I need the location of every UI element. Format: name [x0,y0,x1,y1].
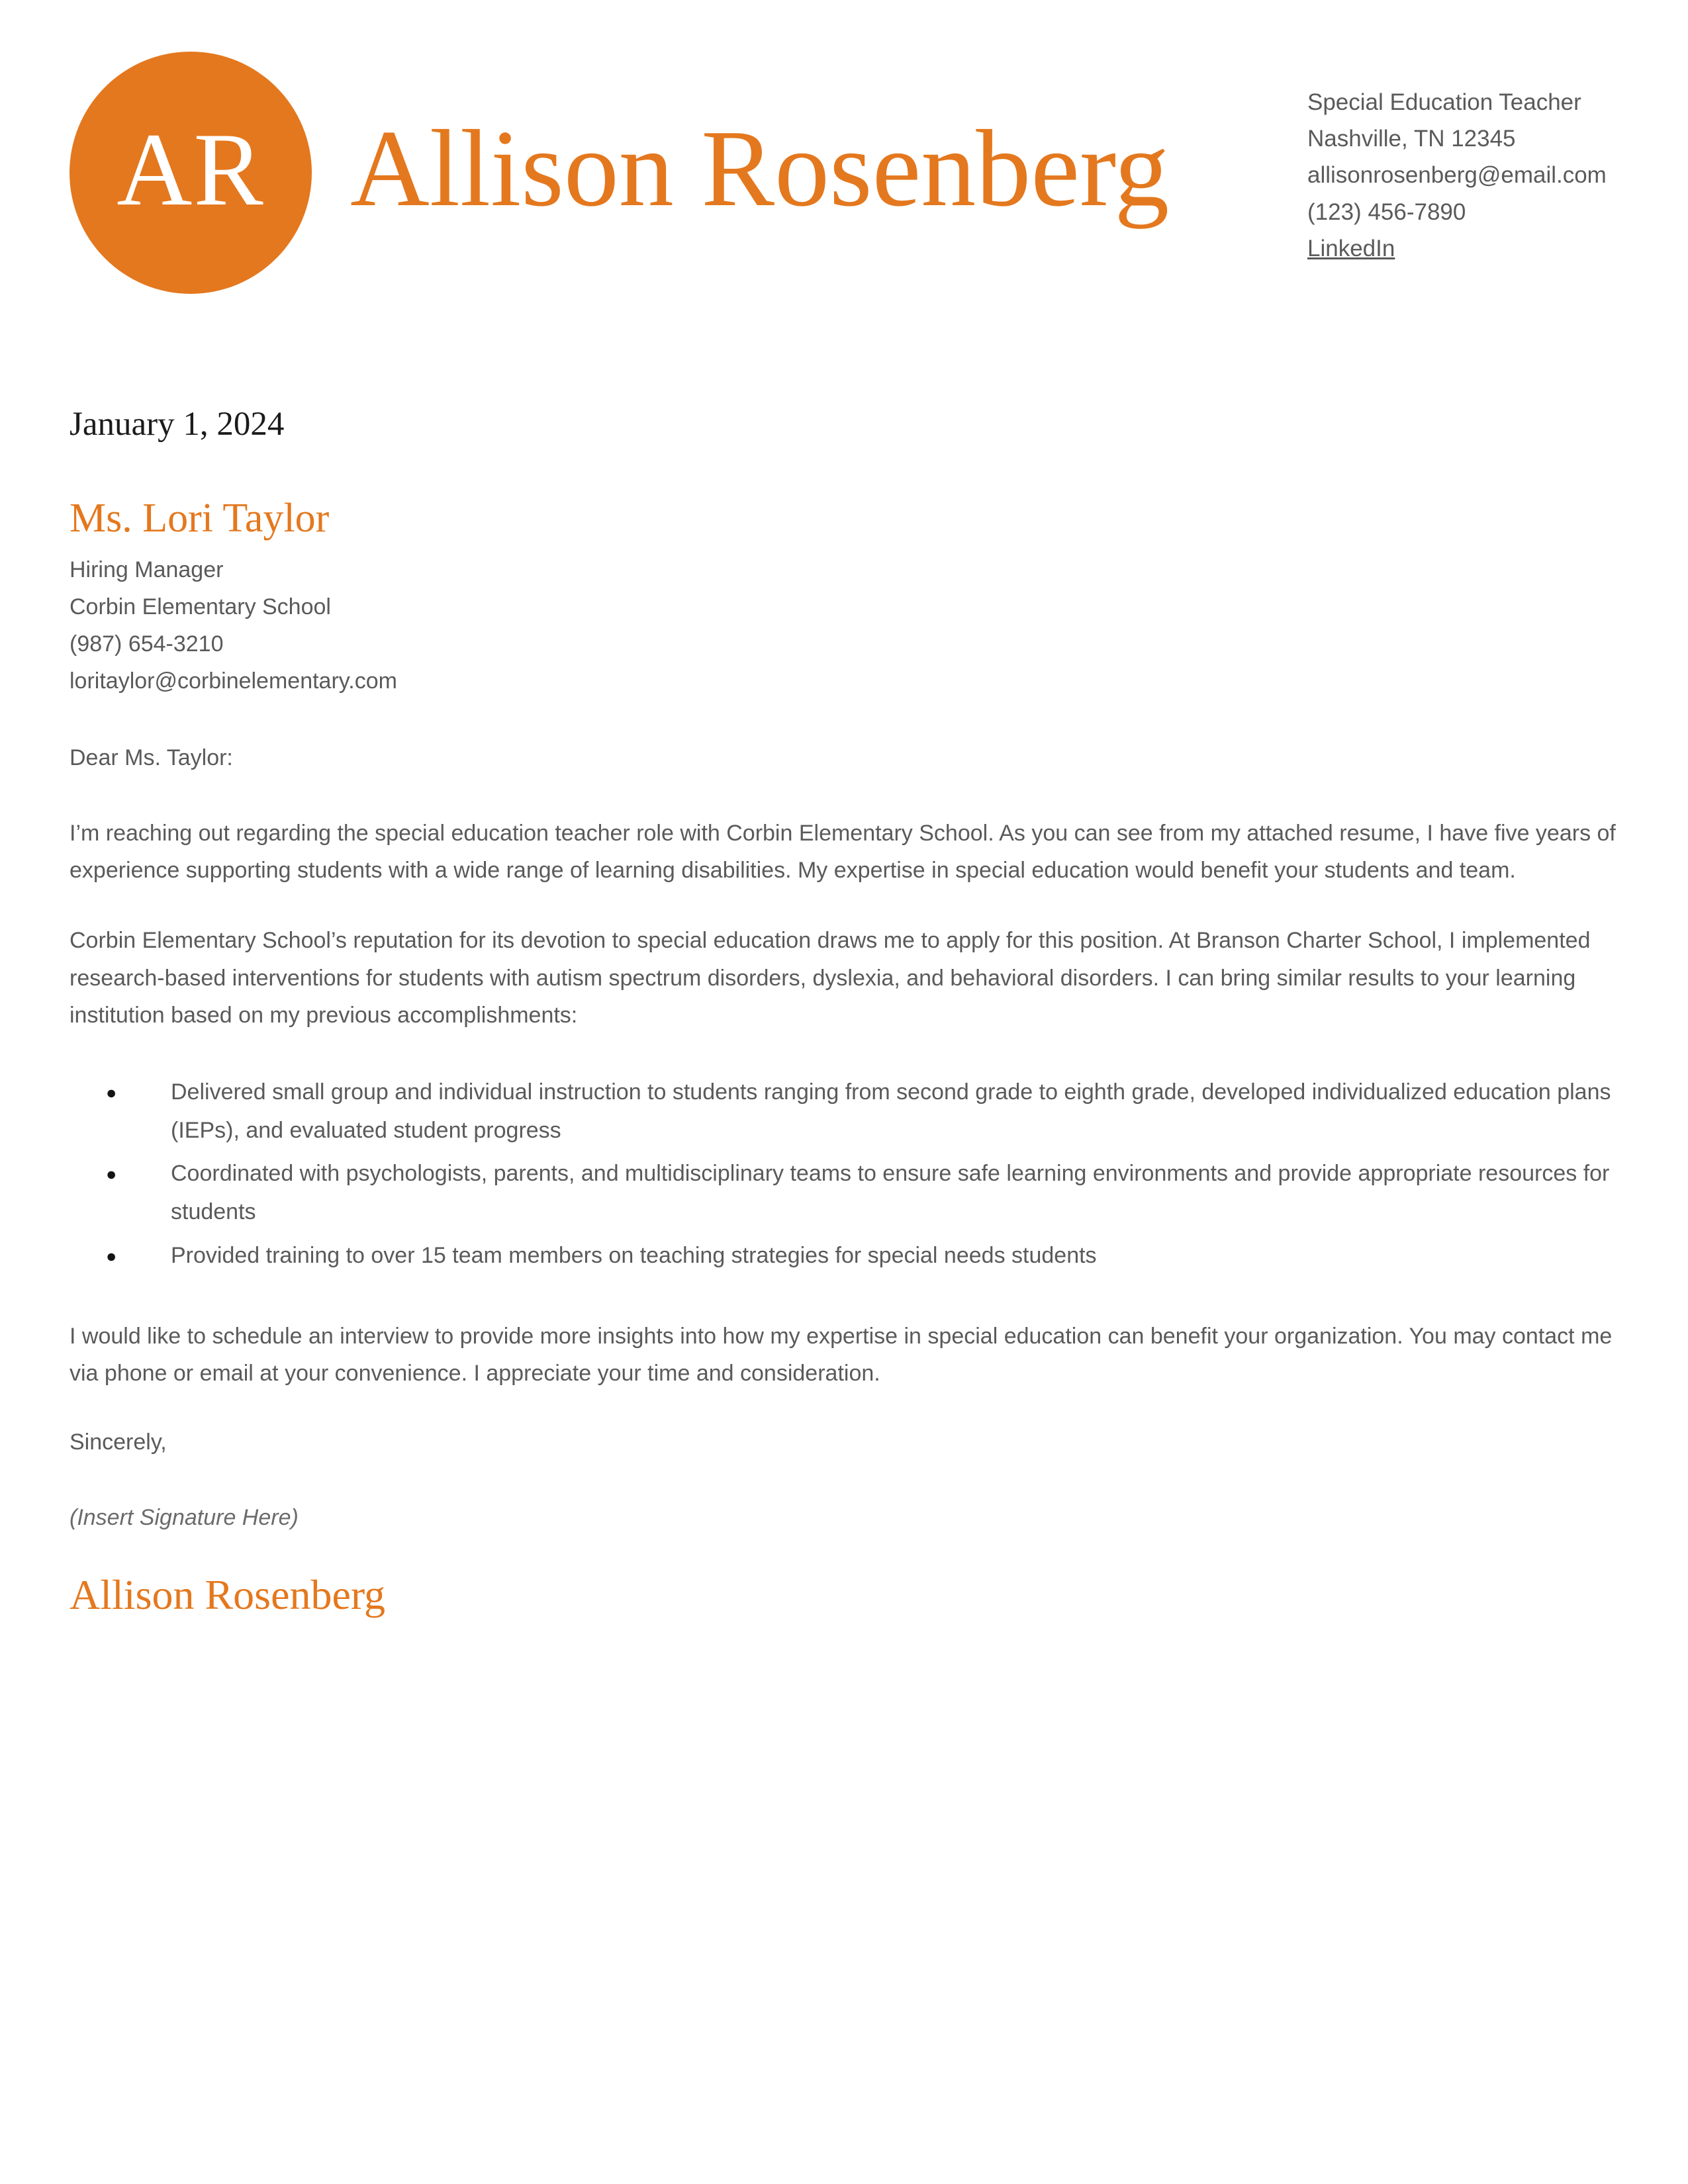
recipient-block [70,551,1618,700]
list-item [70,1237,1618,1275]
bullet-icon: ● [106,1082,117,1103]
contact-location: Nashville, TN 12345 [1307,126,1516,152]
letter-body [70,405,1618,1619]
recipient-role: Hiring Manager [70,557,224,582]
recipient-email: loritaylor@corbinelementary.com [70,668,397,694]
list-item-text: Provided training to over 15 team members on teaching strategies for special needs students [171,1242,1097,1268]
page-title: Allison Rosenberg [350,107,1170,229]
contact-block [1307,79,1618,267]
recipient-name: Ms. Lori Taylor [70,495,330,541]
contact-email: allisonrosenberg@email.com [1307,162,1607,189]
salutation: Dear Ms. Taylor: [70,745,233,771]
bullet-icon: ● [106,1246,117,1266]
list-item-text: Coordinated with psychologists, parents, and multidisciplinary teams to ensure safe learning environments and provide appropriate resources for students [171,1161,1610,1225]
accomplishments-list [70,1073,1618,1275]
bullet-icon: ● [106,1164,117,1185]
letter-date: January 1, 2024 [70,406,285,443]
list-item [70,1073,1618,1150]
signature-placeholder: (Insert Signature Here) [70,1505,299,1531]
contact-linkedin-line [1307,230,1618,267]
monogram-badge [70,52,312,294]
list-item-text: Delivered small group and individual instruction to students ranging from second grade to eighth grade, developed individualized education plans (IEPs), and evaluated student progress [171,1079,1611,1143]
signature-name: Allison Rosenberg [70,1571,386,1619]
header [70,52,1618,294]
recipient-organization: Corbin Elementary School [70,594,331,619]
valediction: Sincerely, [70,1430,167,1455]
contact-phone: (123) 456-7890 [1307,199,1466,225]
recipient-phone: (987) 654-3210 [70,631,224,657]
paragraph-experience: Corbin Elementary School’s reputation for its devotion to special education draws me to apply for this position. At Branson Charter School, I implemented research-based interventions for students with autism spectrum disorders, dyslexia, and behavioral disorders. I can bring similar results to your learning institution based on my previous accomplishments: [70,928,1591,1028]
paragraph-intro: I’m reaching out regarding the special education teacher role with Corbin Elementary School. As you can see from my attached resume, I have five years of experience supporting students with a wide range of learning disabilities. My expertise in special education would benefit your students and team. [70,821,1616,884]
contact-job-title: Special Education Teacher [1307,89,1581,115]
paragraph-closing: I would like to schedule an interview to provide more insights into how my expertise in special education can benefit your organization. You may contact me via phone or email at your convenience. I appreciate your time and consideration. [70,1324,1613,1387]
list-item [70,1155,1618,1232]
monogram-initials: AR [117,112,265,228]
linkedin-link[interactable]: LinkedIn [1307,235,1395,261]
